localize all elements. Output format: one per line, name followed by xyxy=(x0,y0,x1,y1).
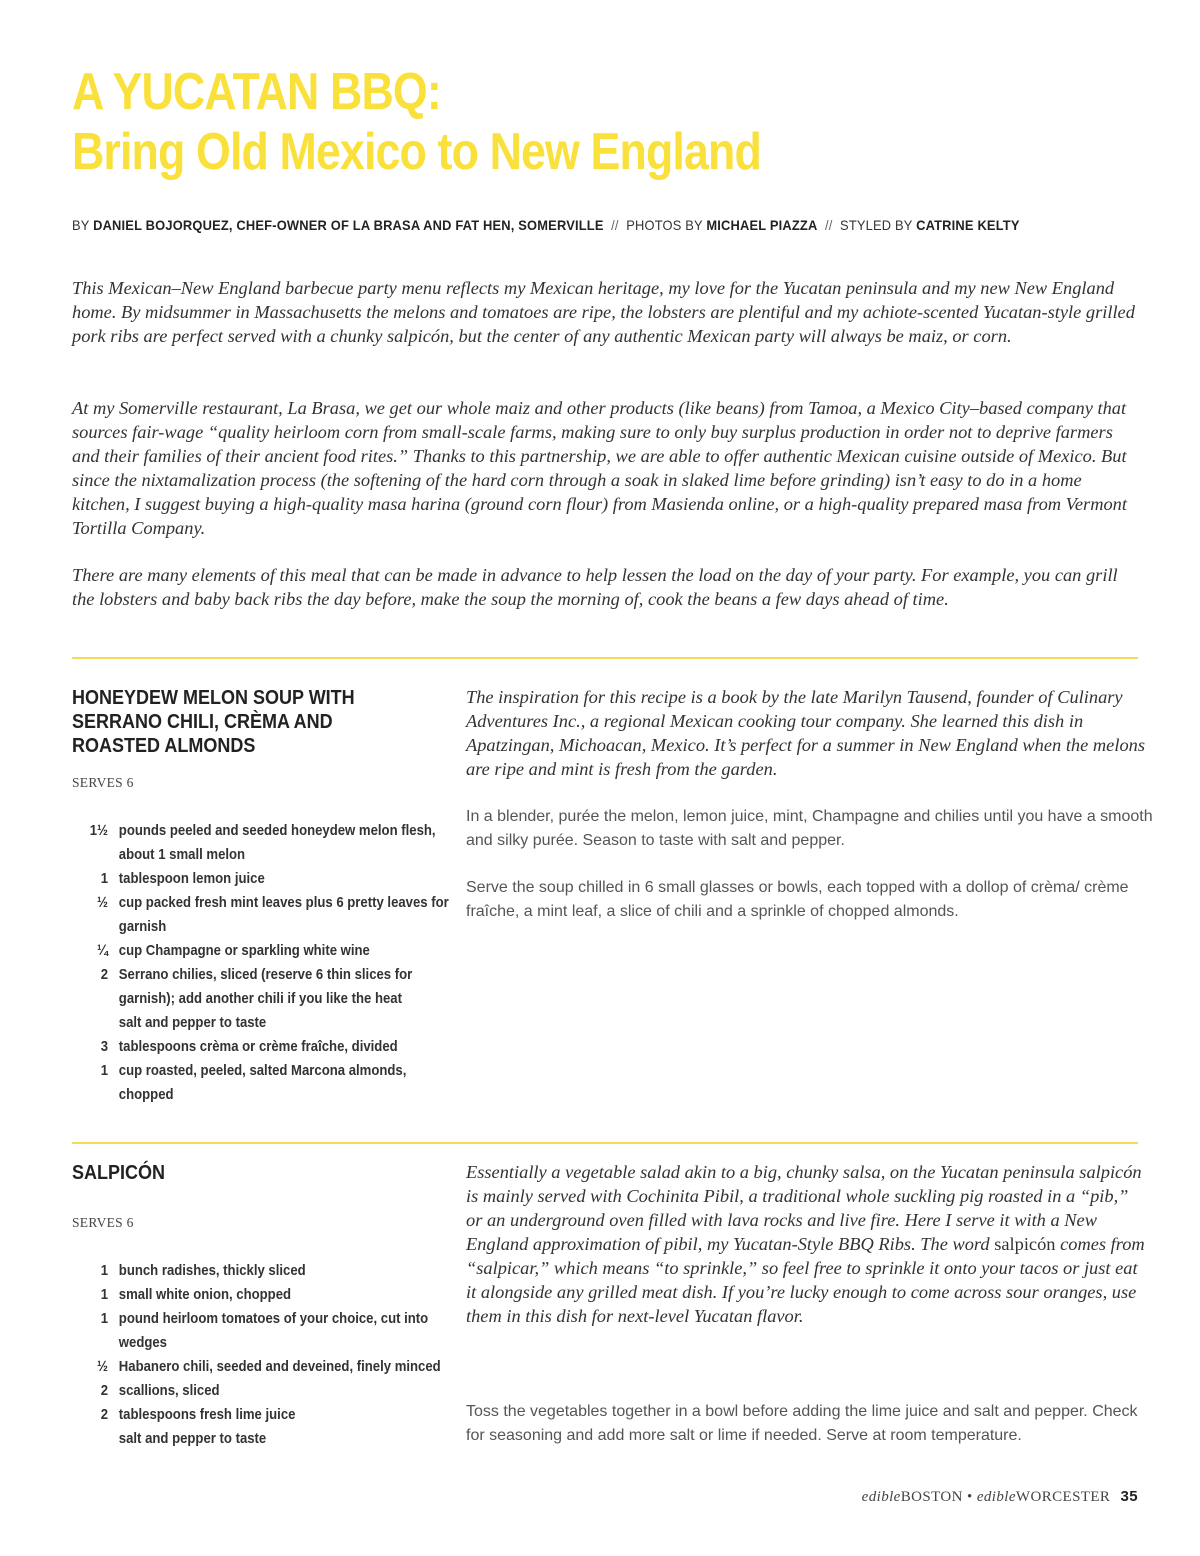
ingredient-text: Serrano chilies, sliced (reserve 6 thin slices for garnish); add another chili if you like the heat xyxy=(118,967,413,1007)
ingredient-qty: 3 xyxy=(100,1039,108,1055)
ingredient-item xyxy=(72,1059,450,1107)
ingredient-qty xyxy=(72,1011,119,1035)
ingredient-text: bunch radishes, thickly sliced xyxy=(118,1263,306,1279)
ingredient-item xyxy=(72,1259,450,1283)
note-text: Essentially a vegetable salad akin to a big, chunky salsa, on the Yucatan peninsula salpicón is mainly served with Cochinita Pibil, a traditional whole suckling pig roasted in a “pib,” or an underground oven filled with lava rocks and live fire. Here I serve it with a New England approximation of pibil, my Yucatan-Style BBQ Ribs. The word xyxy=(466,1162,1142,1254)
page-number: 35 xyxy=(1120,1488,1138,1505)
ingredient-qty: ¼ xyxy=(97,943,108,959)
ingredient-item xyxy=(72,963,450,1011)
ingredient-item xyxy=(72,1035,450,1059)
ingredient-text: scallions, sliced xyxy=(118,1383,220,1399)
article-title-line-1: A YUCATAN BBQ: xyxy=(72,63,441,121)
byline-separator: // xyxy=(824,217,833,233)
ingredient-text: tablespoons fresh lime juice xyxy=(118,1407,296,1423)
ingredient-text: pound heirloom tomatoes of your choice, cut into wedges xyxy=(118,1311,429,1351)
ingredient-text: tablespoon lemon juice xyxy=(118,871,265,887)
ingredient-item xyxy=(72,1283,450,1307)
ingredient-item xyxy=(72,939,450,963)
ingredient-text: pounds peeled and seeded honeydew melon flesh, about 1 small melon xyxy=(118,823,436,863)
ingredient-text: cup roasted, peeled, salted Marcona almonds, chopped xyxy=(118,1063,407,1103)
footer-bullet: • xyxy=(967,1489,973,1505)
intro-paragraph-1: This Mexican–New England barbecue party menu reflects my Mexican heritage, my love for the Yucatan peninsula and my new New England home. By midsummer in Massachusetts the melons and tomatoes are ripe, the lobsters are plentiful and my achiote-scented Yucatan-style grilled pork ribs are perfect served with a chunky salpicón, but the center of any authentic Mexican party will always be maiz, or corn. xyxy=(72,278,1135,346)
ingredient-qty: 1 xyxy=(100,1287,108,1303)
ingredient-text: salt and pepper to taste xyxy=(118,1015,267,1031)
byline xyxy=(72,217,1020,233)
byline-author: DANIEL BOJORQUEZ, CHEF-OWNER OF LA BRASA AND FAT HEN, SOMERVILLE xyxy=(93,217,604,233)
intro-paragraph-3: There are many elements of this meal that can be made in advance to help lessen the load on the day of your party. For example, you can grill the lobsters and baby back ribs the day before, make the soup the morning of, cook the beans a few days ahead of time. xyxy=(72,565,1118,609)
ingredient-item xyxy=(72,1355,450,1379)
recipe-serves: SERVES 6 xyxy=(72,1215,134,1230)
ingredient-item xyxy=(72,867,450,891)
ingredient-item xyxy=(72,891,450,939)
ingredient-text: Habanero chili, seeded and deveined, finely minced xyxy=(118,1359,441,1375)
ingredient-qty: 1 xyxy=(100,1311,108,1327)
recipe-step-1: In a blender, purée the melon, lemon juice, mint, Champagne and chilies until you have a smooth and silky purée. Season to taste with salt and pepper. xyxy=(466,808,1153,849)
ingredient-qty: 2 xyxy=(100,1383,108,1399)
article-title xyxy=(72,62,761,182)
byline-separator: // xyxy=(611,217,619,233)
ingredient-text: salt and pepper to taste xyxy=(118,1431,267,1447)
ingredient-qty: 2 xyxy=(100,967,108,983)
ingredient-list-salpicon xyxy=(72,1259,450,1451)
byline-photos-label: PHOTOS BY xyxy=(626,217,703,233)
byline-photographer: MICHAEL PIAZZA xyxy=(706,217,818,233)
ingredient-qty: 1½ xyxy=(89,823,108,839)
byline-styled-label: STYLED BY xyxy=(840,217,913,233)
recipe-step-2: Serve the soup chilled in 6 small glasses or bowls, each topped with a dollop of crèma/ crème fraîche, a mint leaf, a slice of chili and a sprinkle of chopped almonds. xyxy=(466,879,1129,920)
byline-by-label: BY xyxy=(72,217,90,233)
ingredient-qty: 1 xyxy=(100,1063,108,1079)
recipe-serves: SERVES 6 xyxy=(72,775,134,790)
footer-edible: edible xyxy=(861,1489,901,1505)
ingredient-text: tablespoons crèma or crème fraîche, divided xyxy=(118,1039,398,1055)
intro-paragraph-2: At my Somerville restaurant, La Brasa, we get our whole maiz and other products (like beans) from Tamoa, a Mexico City–based company that sources fair-wage “quality heirloom corn from small-scale farms, making sure to only buy surplus production in order not to deprive farmers and their families of their ancient food rites.” Thanks to this partnership, we are able to offer authentic Mexican cuisine outside of Mexico. But since the nixtamalization process (the softening of the hard corn through a soak in slaked lime before grinding) isn’t easy to do in a home kitchen, I suggest buying a high-quality masa harina (ground corn flour) from Masienda online, or a high-quality prepared masa from Vermont Tortilla Company. xyxy=(72,398,1127,538)
recipe-note-salpicon xyxy=(466,1160,1146,1328)
ingredient-text: cup Champagne or sparkling white wine xyxy=(118,943,370,959)
recipe-title-honeydew-soup: HONEYDEW MELON SOUP WITH SERRANO CHILI, CRÈMA AND ROASTED ALMONDS xyxy=(72,687,355,757)
ingredient-item xyxy=(72,819,450,867)
ingredient-qty: 1 xyxy=(100,871,108,887)
footer-publication: WORCESTER xyxy=(1015,1489,1111,1505)
recipe-step-1: Toss the vegetables together in a bowl before adding the lime juice and salt and pepper. Check for seasoning and add more salt or lime if needed. Serve at room temperature. xyxy=(466,1403,1138,1444)
section-divider xyxy=(72,1142,1138,1144)
byline-stylist: CATRINE KELTY xyxy=(916,217,1020,233)
ingredient-qty: ½ xyxy=(97,895,108,911)
ingredient-item xyxy=(72,1307,450,1355)
ingredient-item xyxy=(72,1011,450,1035)
recipe-note-honeydew-soup: The inspiration for this recipe is a book by the late Marilyn Tausend, founder of Culinary Adventures Inc., a regional Mexican cooking tour company. She learned this dish in Apatzingan, Michoacan, Mexico. It’s perfect for a summer in New England when the melons are ripe and mint is fresh from the garden. xyxy=(466,687,1145,779)
ingredient-qty xyxy=(72,1427,119,1451)
recipe-title-salpicon: SALPICÓN xyxy=(72,1162,166,1184)
ingredient-item xyxy=(72,1427,450,1451)
ingredient-item xyxy=(72,1403,450,1427)
ingredient-qty: ½ xyxy=(97,1359,108,1375)
note-text: comes from “salpicar,” which means “to sprinkle,” so feel free to sprinkle it onto your tacos or just eat it alongside any grilled meat dish. If you’re lucky enough to come across sour oranges, use them in this dish for next-level Yucatan flavor. xyxy=(466,1234,1145,1326)
ingredient-text: small white onion, chopped xyxy=(118,1287,292,1303)
ingredient-list-honeydew-soup xyxy=(72,819,450,1107)
ingredient-qty: 2 xyxy=(100,1407,108,1423)
section-divider xyxy=(72,657,1138,659)
footer-publication: BOSTON xyxy=(900,1489,963,1505)
ingredient-item xyxy=(72,1379,450,1403)
page-footer xyxy=(862,1488,1138,1506)
footer-edible: edible xyxy=(976,1489,1016,1505)
ingredient-text: cup packed fresh mint leaves plus 6 pretty leaves for garnish xyxy=(118,895,449,935)
ingredient-qty: 1 xyxy=(100,1263,108,1279)
note-upright-word: salpicón xyxy=(994,1234,1056,1254)
article-title-line-2: Bring Old Mexico to New England xyxy=(72,123,761,181)
